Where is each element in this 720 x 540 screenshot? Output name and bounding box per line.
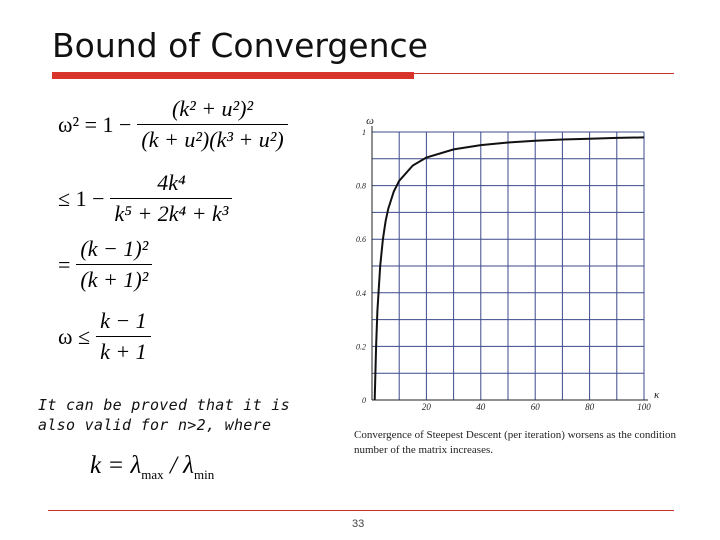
equation-2-denominator: k⁵ + 2k⁴ + k³	[110, 198, 232, 227]
k-def-slash: / λ	[163, 452, 194, 479]
title-underline-accent	[52, 72, 414, 79]
convergence-chart	[346, 112, 686, 412]
footer-rule	[48, 510, 674, 511]
equation-2	[58, 170, 232, 227]
equation-1	[58, 96, 288, 153]
equation-4-lhs: ω ≤	[58, 323, 91, 349]
equation-3-fraction	[76, 236, 152, 293]
equation-1-numerator: (k² + u²)²	[172, 96, 254, 121]
chart-axes	[372, 126, 648, 400]
equation-2-numerator: 4k⁴	[157, 170, 186, 195]
omega-curve	[375, 137, 644, 400]
equation-4-numerator: k − 1	[100, 308, 147, 333]
validity-note-line-1: It can be proved that it is	[38, 396, 290, 414]
y-tick-label: 0.6	[356, 235, 366, 245]
k-def-lhs: k = λ	[90, 452, 142, 479]
equation-1-lhs: ω² = 1 −	[58, 111, 132, 137]
equation-1-fraction	[137, 96, 287, 153]
condition-number-definition	[90, 452, 214, 483]
equation-4	[58, 308, 151, 365]
x-tick-label: 20	[421, 402, 431, 412]
y-tick-label: 0	[362, 396, 366, 405]
y-tick-label: 0.8	[356, 181, 366, 191]
chart-grid	[372, 132, 644, 400]
x-tick-label: 100	[637, 402, 651, 412]
x-tick-label: 60	[530, 402, 540, 412]
equation-1-denominator: (k + u²)(k³ + u²)	[137, 124, 287, 153]
equation-3-lhs: =	[58, 251, 71, 277]
validity-note	[38, 395, 290, 435]
page-number: 33	[352, 518, 365, 530]
equation-2-lhs: ≤ 1 −	[58, 185, 105, 211]
slide-title: Bound of Convergence	[52, 26, 428, 65]
chart-x-axis-label: κ	[654, 389, 660, 401]
validity-note-line-2: also valid for n>2, where	[38, 416, 272, 434]
y-tick-label: 0.4	[356, 288, 366, 298]
equation-3-numerator: (k − 1)²	[80, 236, 149, 261]
equation-4-fraction	[96, 308, 151, 365]
k-def-sub-min: min	[193, 467, 215, 482]
x-tick-label: 80	[585, 402, 595, 412]
chart-series	[375, 137, 644, 400]
equation-3-denominator: (k + 1)²	[76, 264, 152, 293]
chart-y-axis-label: ω	[366, 115, 374, 127]
k-def-sub-max: max	[141, 467, 164, 482]
title-underline-rule	[414, 73, 674, 74]
chart-tick-labels	[356, 128, 651, 412]
chart-caption: Convergence of Steepest Descent (per iteration) worsens as the condition number of the matrix increases.	[354, 429, 677, 456]
y-tick-label: 1	[362, 128, 366, 137]
equation-4-denominator: k + 1	[96, 336, 151, 365]
equation-2-fraction	[110, 170, 232, 227]
x-tick-label: 40	[476, 402, 486, 412]
y-tick-label: 0.2	[356, 342, 366, 352]
equation-3	[58, 236, 152, 293]
